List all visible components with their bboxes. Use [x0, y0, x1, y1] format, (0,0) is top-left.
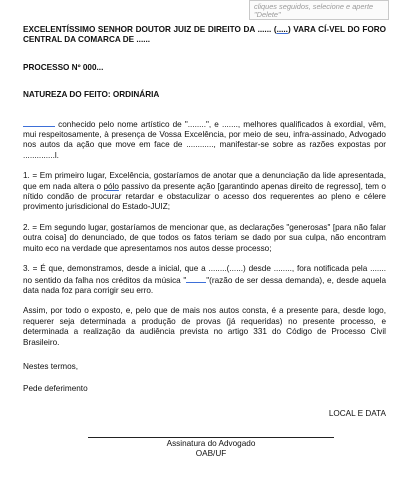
local-date: LOCAL E DATA — [328, 408, 386, 418]
paragraph-1-text-b: passivo da presente ação [garantindo apenas direito de regresso], tem o nítido condão de procurar retardar e obstaculizar o acesso dos requerentes ao pleno e célere provimento jurisdicional do Estado-JUIZ; — [23, 181, 386, 212]
signature-line — [88, 437, 334, 438]
instruction-note: cliques seguidos, selecione e aperte "Delete" — [249, 0, 389, 20]
song-title-blank[interactable] — [186, 275, 206, 283]
heading-line-1: EXCELENTÍSSIMO SENHOR DOUTOR JUIZ DE DIREITO DA ...... ( — [23, 25, 277, 34]
paragraph-3-text-b: "(razão de ser dessa demanda), e, desde aquela data nada foz para corrigir seu erro. — [23, 275, 387, 295]
signature-name: Assinatura do Advogado — [166, 439, 256, 448]
paragraph-4: Assim, por todo o exposto, e, pelo que de mais nos autos consta, é a presente para, desde logo, requerer seja determinada a produção de provas (já requeridas) no presente processo, e determinada a realização da audiência prevista no artigo 331 do Código de Processo Civil Brasileiro. — [23, 306, 386, 347]
case-nature: NATUREZA DO FEITO: ORDINÁRIA — [23, 90, 160, 100]
paragraph-3-text-a: 3. = É que, demonstramos, desde a inicial, que a ........(......) desde ........, fora notificada pela ....... no sentido da falha nos créditos da música " — [23, 264, 386, 285]
paragraph-1-underlined: pólo — [103, 181, 119, 191]
closing-terms: Nestes termos, — [23, 361, 79, 371]
signature-oab: OAB/UF — [195, 449, 227, 459]
closing-request: Pede deferimento — [23, 384, 88, 394]
heading-blank[interactable]: ..... — [276, 25, 288, 34]
paragraph-1-text-a: 1. = Em primeiro lugar, Excelência, gostaríamos de anotar que a denunciação da lide apresentada, que em nada altera o — [23, 171, 386, 191]
heading-line-2: ) VARA CÍ-VEL DO FORO CENTRAL DA COMARCA DE ...... — [23, 25, 386, 45]
intro-paragraph — [23, 119, 386, 162]
paragraph-1 — [23, 171, 386, 213]
process-number: PROCESSO Nº 000... — [23, 62, 104, 72]
party-name-blank[interactable] — [23, 119, 55, 127]
intro-text: conhecido pelo nome artístico de "........", e ......., melhores qualificados à exordial, vêm, mui respeitosamente, à presença de Vossa Excelência, por meio de seu, infra-assinado, Advogado nos autos da ação que move em face de ............, manifestar-se sobre as razões expostas por ..............l. — [23, 119, 386, 160]
court-heading — [23, 25, 386, 46]
document-body — [23, 25, 386, 419]
paragraph-2: 2. = Em segundo lugar, gostaríamos de mencionar que, as declarações "generosas" [para não falar outra coisa] do denunciado, de que todos os fatos teriam se dado por sua culpa, não encontram muito eco na verdade que apresentamos nos autos desse processo; — [23, 222, 386, 253]
paragraph-3 — [23, 264, 386, 296]
signature-block — [88, 439, 334, 460]
